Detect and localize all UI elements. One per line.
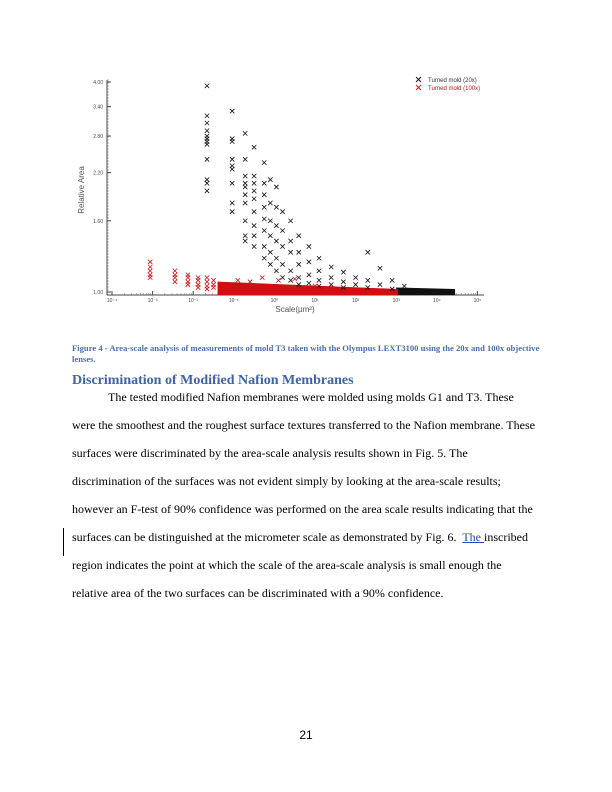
tracked-change-link[interactable]: The bbox=[462, 530, 484, 544]
data-point bbox=[173, 275, 177, 279]
data-point bbox=[205, 287, 209, 291]
data-point bbox=[280, 209, 284, 213]
x-tick-label: 10⁻³ bbox=[147, 298, 158, 304]
data-point bbox=[353, 282, 357, 286]
data-point bbox=[307, 273, 311, 277]
data-point bbox=[366, 250, 370, 254]
data-point bbox=[205, 280, 209, 284]
data-point bbox=[276, 278, 280, 282]
y-tick-label: 4.00 bbox=[93, 80, 103, 86]
legend-marker-100x bbox=[416, 85, 421, 90]
body-line: relative area of the two surfaces can be discriminated with a 90% confidence. bbox=[72, 586, 444, 600]
data-point bbox=[205, 129, 209, 133]
series-20x bbox=[205, 84, 407, 293]
data-point bbox=[173, 269, 177, 273]
data-point bbox=[148, 275, 152, 279]
x-tick-label: 10⁴ bbox=[432, 298, 441, 304]
x-tick-label: 10⁵ bbox=[473, 298, 482, 304]
body-line: surfaces were discriminated by the area-scale analysis results shown in Fig. 5. The bbox=[72, 446, 468, 460]
x-axis-label: Scale(µm²) bbox=[275, 305, 315, 314]
change-bar bbox=[63, 528, 64, 556]
data-point bbox=[205, 142, 209, 146]
data-point bbox=[288, 269, 292, 273]
data-point bbox=[252, 189, 256, 193]
data-point bbox=[243, 157, 247, 161]
data-point bbox=[353, 275, 357, 279]
legend-label-100x: Turned mold (100x) bbox=[428, 86, 481, 92]
data-point bbox=[307, 260, 311, 264]
data-point bbox=[274, 269, 278, 273]
data-point bbox=[288, 278, 292, 282]
data-point bbox=[268, 262, 272, 266]
data-point bbox=[205, 275, 209, 279]
y-axis-label: Relative Area bbox=[77, 166, 86, 214]
data-point bbox=[230, 139, 234, 143]
data-point bbox=[205, 114, 209, 118]
body-text: inscribed bbox=[484, 530, 528, 544]
data-point bbox=[297, 275, 301, 279]
data-point bbox=[288, 239, 292, 243]
data-point bbox=[205, 181, 209, 185]
data-point bbox=[230, 201, 234, 205]
data-point bbox=[148, 269, 152, 273]
data-point bbox=[243, 234, 247, 238]
y-tick-label: 1.00 bbox=[93, 290, 103, 296]
body-line: however an F-test of 90% confidence was performed on the area scale results indicating that the bbox=[72, 502, 533, 516]
data-point bbox=[268, 250, 272, 254]
data-point bbox=[293, 277, 297, 281]
data-point bbox=[252, 209, 256, 213]
data-point bbox=[252, 145, 256, 149]
data-point bbox=[252, 223, 256, 227]
x-tick-label: 10⁻⁴ bbox=[106, 298, 118, 304]
data-point bbox=[262, 217, 266, 221]
data-point bbox=[186, 275, 190, 279]
data-point bbox=[243, 181, 247, 185]
data-point bbox=[230, 181, 234, 185]
data-point bbox=[280, 244, 284, 248]
body-line: discrimination of the surfaces was not evident simply by looking at the area-scale results; bbox=[72, 474, 501, 488]
x-tick-label: 10² bbox=[351, 298, 360, 304]
data-point bbox=[341, 280, 345, 284]
body-line: region indicates the point at which the scale of the area-scale analysis is small enough the bbox=[72, 558, 502, 572]
y-tick-label: 2.80 bbox=[93, 134, 103, 141]
x-tick-label: 10⁻² bbox=[188, 298, 199, 304]
data-point bbox=[262, 256, 266, 260]
data-point bbox=[230, 167, 234, 171]
y-tick-label: 3.40 bbox=[93, 104, 103, 111]
figure-caption: Figure 4 - Area-scale analysis of measurements of mold T3 taken with the Olympus LEXT3100 using the 20x and 100x objective lenses. bbox=[72, 343, 540, 364]
data-point bbox=[173, 280, 177, 284]
data-point bbox=[196, 278, 200, 282]
data-point bbox=[378, 282, 382, 286]
data-point bbox=[211, 285, 215, 289]
data-point bbox=[274, 205, 278, 209]
section-heading: Discrimination of Modified Nafion Membranes bbox=[72, 373, 354, 388]
data-point bbox=[317, 269, 321, 273]
data-point bbox=[268, 177, 272, 181]
data-point bbox=[378, 266, 382, 270]
data-point bbox=[268, 234, 272, 238]
data-point bbox=[280, 262, 284, 266]
data-point bbox=[297, 234, 301, 238]
data-point bbox=[252, 181, 256, 185]
data-point bbox=[148, 260, 152, 264]
data-point bbox=[243, 219, 247, 223]
data-point bbox=[268, 219, 272, 223]
y-tick-label: 2.20 bbox=[93, 170, 103, 177]
data-point bbox=[274, 185, 278, 189]
data-point bbox=[262, 160, 266, 164]
data-point bbox=[230, 209, 234, 213]
body-line: The tested modified Nafion membranes were molded using molds G1 and T3. These bbox=[108, 390, 514, 404]
data-point bbox=[329, 275, 333, 279]
data-point bbox=[317, 256, 321, 260]
data-point bbox=[148, 265, 152, 269]
body-line: were the smoothest and the roughest surface textures transferred to the Nafion membrane. These bbox=[72, 418, 535, 432]
data-point bbox=[196, 285, 200, 289]
data-point bbox=[243, 185, 247, 189]
data-point bbox=[329, 265, 333, 269]
legend-marker-20x bbox=[416, 77, 421, 82]
data-point bbox=[297, 262, 301, 266]
data-point bbox=[205, 84, 209, 88]
dense-point-band-100x bbox=[218, 282, 398, 295]
data-point bbox=[280, 228, 284, 232]
data-point bbox=[262, 193, 266, 197]
data-point bbox=[274, 223, 278, 227]
data-point bbox=[236, 278, 240, 282]
data-point bbox=[268, 201, 272, 205]
data-point bbox=[252, 234, 256, 238]
data-point bbox=[262, 205, 266, 209]
area-scale-chart bbox=[0, 0, 612, 330]
data-point bbox=[274, 256, 278, 260]
data-point bbox=[243, 131, 247, 135]
data-point bbox=[297, 250, 301, 254]
data-point bbox=[307, 281, 311, 285]
data-point bbox=[274, 239, 278, 243]
body-text: surfaces can be distinguished at the micrometer scale as demonstrated by Fig. 6. bbox=[72, 530, 463, 544]
data-point bbox=[307, 244, 311, 248]
x-tick-label: 10¹ bbox=[311, 298, 319, 304]
page-number: 21 bbox=[299, 728, 313, 742]
data-point bbox=[205, 189, 209, 193]
legend-label-20x: Turned mold (20x) bbox=[428, 78, 477, 84]
data-point bbox=[230, 109, 234, 113]
y-tick-label: 1.60 bbox=[93, 218, 103, 225]
data-point bbox=[329, 282, 333, 286]
x-tick-label: 10³ bbox=[392, 298, 400, 304]
body-line bbox=[72, 530, 528, 545]
data-point bbox=[211, 278, 215, 282]
data-point bbox=[262, 244, 266, 248]
data-point bbox=[288, 250, 292, 254]
data-point bbox=[205, 157, 209, 161]
data-point bbox=[205, 121, 209, 125]
data-point bbox=[402, 284, 406, 288]
data-point bbox=[317, 278, 321, 282]
data-point bbox=[262, 181, 266, 185]
data-point bbox=[262, 228, 266, 232]
data-point bbox=[288, 219, 292, 223]
data-point bbox=[243, 174, 247, 178]
data-point bbox=[260, 275, 264, 279]
data-point bbox=[341, 270, 345, 274]
data-point bbox=[366, 278, 370, 282]
data-point bbox=[252, 174, 256, 178]
data-point bbox=[186, 282, 190, 286]
x-tick-label: 10⁰ bbox=[270, 298, 279, 304]
x-tick-label: 10⁻¹ bbox=[228, 298, 239, 304]
data-point bbox=[280, 275, 284, 279]
data-point bbox=[243, 239, 247, 243]
data-point bbox=[243, 201, 247, 205]
data-point bbox=[243, 193, 247, 197]
data-point bbox=[390, 278, 394, 282]
data-point bbox=[205, 177, 209, 181]
data-point bbox=[252, 197, 256, 201]
data-point bbox=[230, 157, 234, 161]
data-point bbox=[252, 244, 256, 248]
